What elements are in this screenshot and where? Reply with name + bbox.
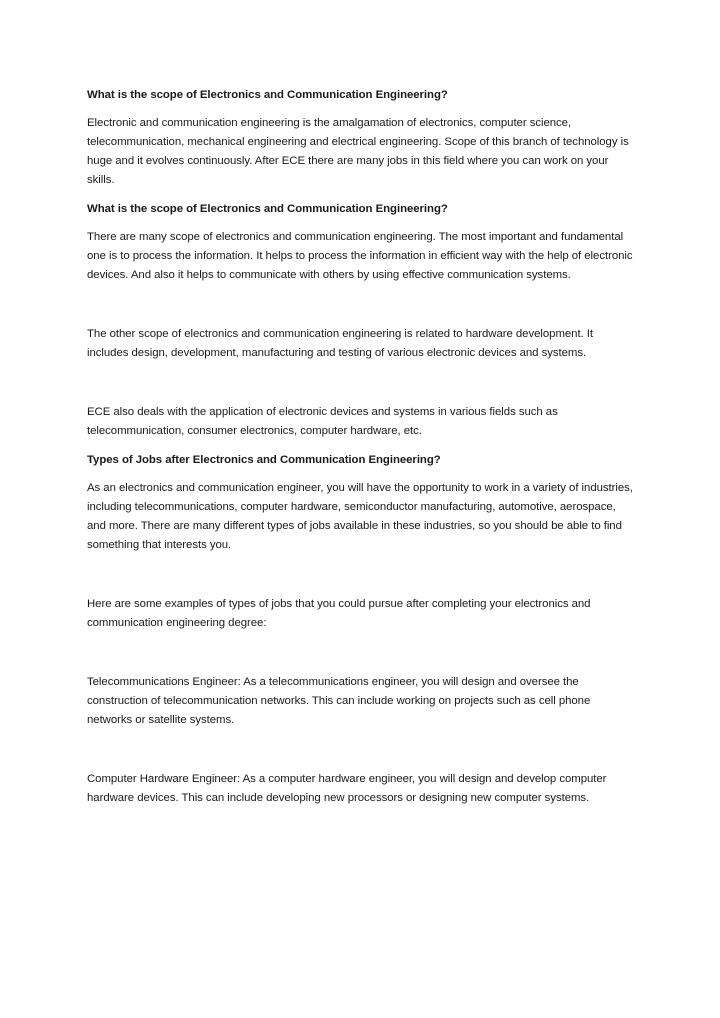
paragraph-information-processing: There are many scope of electronics and communication engineering. The most important and fundamental one is to process the information. It helps to process the information in efficient way with the help of electronic devices. And also it helps to communicate with others by using effective communication systems.: [87, 231, 633, 281]
paragraph-job-examples-intro: Here are some examples of types of jobs that you could pursue after completing your electronics and communication engineering degree:: [87, 598, 591, 629]
paragraph-amalgamation: Electronic and communication engineering is the amalgamation of electronics, computer science, telecommunication, mechanical engineering and electrical engineering. Scope of this branch of technology is huge and it evolves continuously. After ECE there are many jobs in this field where you can work on your skills.: [87, 117, 629, 186]
heading-types-of-jobs: Types of Jobs after Electronics and Communication Engineering?: [87, 454, 441, 466]
heading-scope-ece: What is the scope of Electronics and Communication Engineering?: [87, 89, 448, 101]
paragraph-telecommunications-engineer: Telecommunications Engineer: As a telecommunications engineer, you will design and oversee the construction of telecommunication networks. This can include working on projects such as cell phone networks or satellite systems.: [87, 676, 591, 726]
document-body: [87, 86, 635, 818]
paragraph-computer-hardware-engineer: Computer Hardware Engineer: As a computer hardware engineer, you will design and develop computer hardware devices. This can include developing new processors or designing new computer systems.: [87, 773, 607, 804]
paragraph-industries: As an electronics and communication engineer, you will have the opportunity to work in a variety of industries, including telecommunications, computer hardware, semiconductor manufacturing, automotive, aerospace, and more. There are many different types of jobs available in these industries, so you should be able to find something that interests you.: [87, 482, 633, 551]
paragraph-hardware-development: The other scope of electronics and communication engineering is related to hardware development. It includes design, development, manufacturing and testing of various electronic devices and systems.: [87, 328, 594, 359]
heading-scope-ece-repeat: What is the scope of Electronics and Communication Engineering?: [87, 203, 448, 215]
paragraph-applications: ECE also deals with the application of electronic devices and systems in various fields such as telecommunication, consumer electronics, computer hardware, etc.: [87, 406, 558, 437]
